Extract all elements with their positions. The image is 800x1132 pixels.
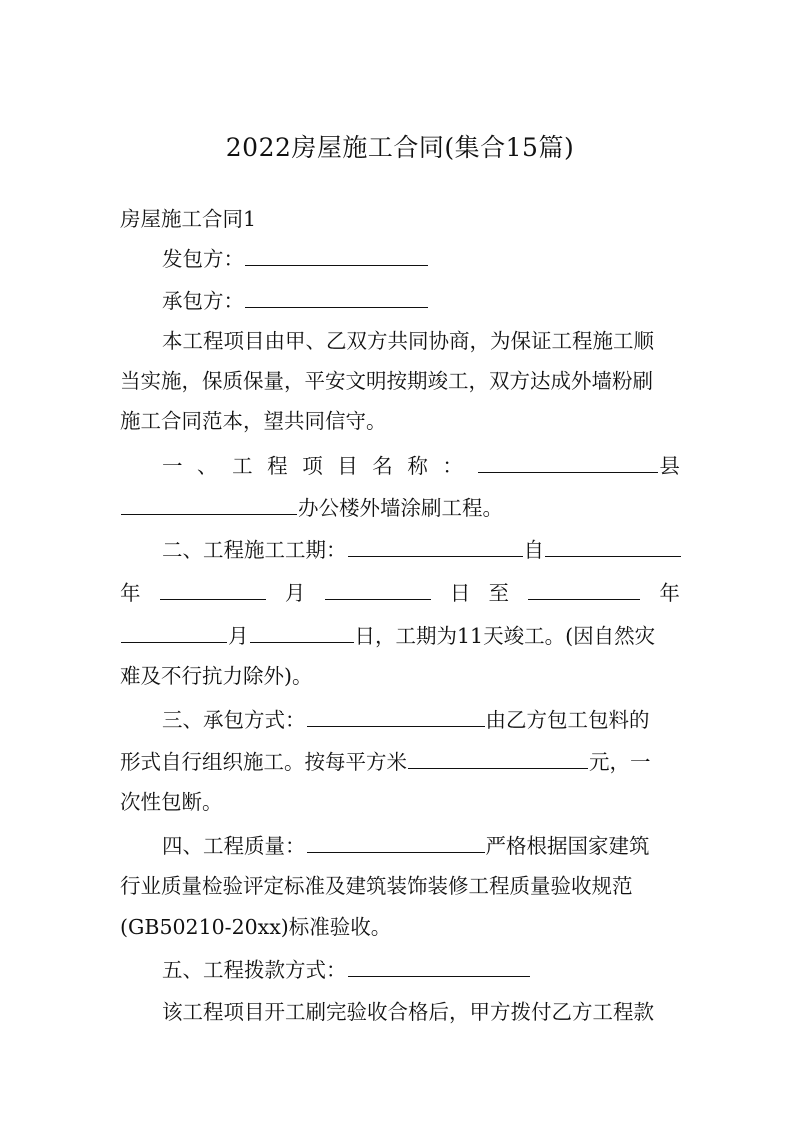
section-5-line-1 (162, 956, 531, 984)
s2-blank (545, 536, 681, 557)
payment-line: 该工程项目开工刷完验收合格后，甲方拨付乙方工程款 (162, 1000, 654, 1024)
s1-char: 程 (267, 454, 288, 478)
s2-month: 月 (284, 581, 306, 605)
s1-char: 一 (162, 454, 183, 478)
s1-project-name: 办公楼外墙涂刷工程。 (298, 496, 503, 520)
party-a-blank (245, 245, 428, 266)
section-3-line-3: 次性包断。 (120, 790, 223, 814)
s5-blank (348, 956, 530, 977)
s2-blank (325, 579, 431, 600)
section-2-line-2 (120, 579, 680, 607)
s3-label: 三、承包方式： (162, 708, 306, 732)
section-1-line-1 (162, 452, 680, 480)
party-b-blank (245, 287, 428, 308)
s1-building-blank (121, 494, 297, 515)
s1-char: 项 (302, 454, 323, 478)
s2-label: 二、工程施工工期： (162, 538, 347, 562)
s2-blank (250, 622, 354, 643)
s2-blank (121, 622, 227, 643)
party-a-line (162, 245, 429, 273)
s1-char: ： (442, 454, 463, 478)
section-4-line-3: (GB50210-20xx)标准验收。 (120, 915, 392, 939)
s2-month: 月 (228, 624, 249, 648)
s3-tail: 由乙方包工包料的 (485, 708, 650, 732)
intro-line-1: 本工程项目由甲、乙双方共同协商，为保证工程施工顺 (162, 329, 654, 353)
intro-line-3: 施工合同范本，望共同信守。 (120, 409, 387, 433)
section-4-line-2: 行业质量检验评定标准及建筑装饰装修工程质量验收规范 (120, 874, 633, 898)
s3-line2-tail: 元，一 (589, 750, 651, 774)
s1-blank-group (477, 452, 680, 480)
s1-county-blank (478, 452, 658, 473)
s2-from: 自 (523, 538, 544, 562)
party-b-line (162, 287, 429, 315)
s1-char: 、 (197, 454, 218, 478)
s3-blank (307, 706, 485, 727)
s1-char: 名 (372, 454, 393, 478)
s4-blank (307, 832, 485, 853)
section-1-line-2 (120, 494, 503, 522)
s2-blank (528, 579, 640, 600)
document-title: 2022房屋施工合同(集合15篇) (225, 133, 575, 162)
s4-tail: 严格根据国家建筑 (485, 834, 650, 858)
section-2-line-1 (162, 536, 682, 564)
party-b-label: 承包方： (162, 289, 244, 313)
s2-blank (348, 536, 523, 557)
contract-heading: 房屋施工合同1 (120, 207, 257, 231)
s1-char: 工 (232, 454, 253, 478)
s2-year: 年 (120, 581, 141, 605)
s3-price-blank (408, 748, 588, 769)
s1-county-suffix: 县 (659, 454, 680, 478)
section-2-line-4: 难及不行抗力除外)。 (120, 664, 313, 688)
section-3-line-2 (120, 748, 651, 776)
party-a-label: 发包方： (162, 247, 244, 271)
s4-label: 四、工程质量： (162, 834, 306, 858)
s1-char: 称 (407, 454, 428, 478)
section-3-line-1 (162, 706, 650, 734)
s1-char: 目 (337, 454, 358, 478)
section-4-line-1 (162, 832, 650, 860)
s2-day: 日 (449, 581, 471, 605)
section-2-line-3 (120, 622, 655, 650)
s2-year: 年 (659, 581, 680, 605)
s2-blank (160, 579, 266, 600)
s3-line2-head: 形式自行组织施工。按每平方米 (120, 750, 407, 774)
s2-duration-text: 日，工期为11天竣工。(因自然灾 (354, 624, 656, 648)
intro-line-2: 当实施，保质保量，平安文明按期竣工，双方达成外墙粉刷 (120, 369, 653, 393)
s2-to: 至 (488, 581, 510, 605)
s5-label: 五、工程拨款方式： (162, 958, 347, 982)
